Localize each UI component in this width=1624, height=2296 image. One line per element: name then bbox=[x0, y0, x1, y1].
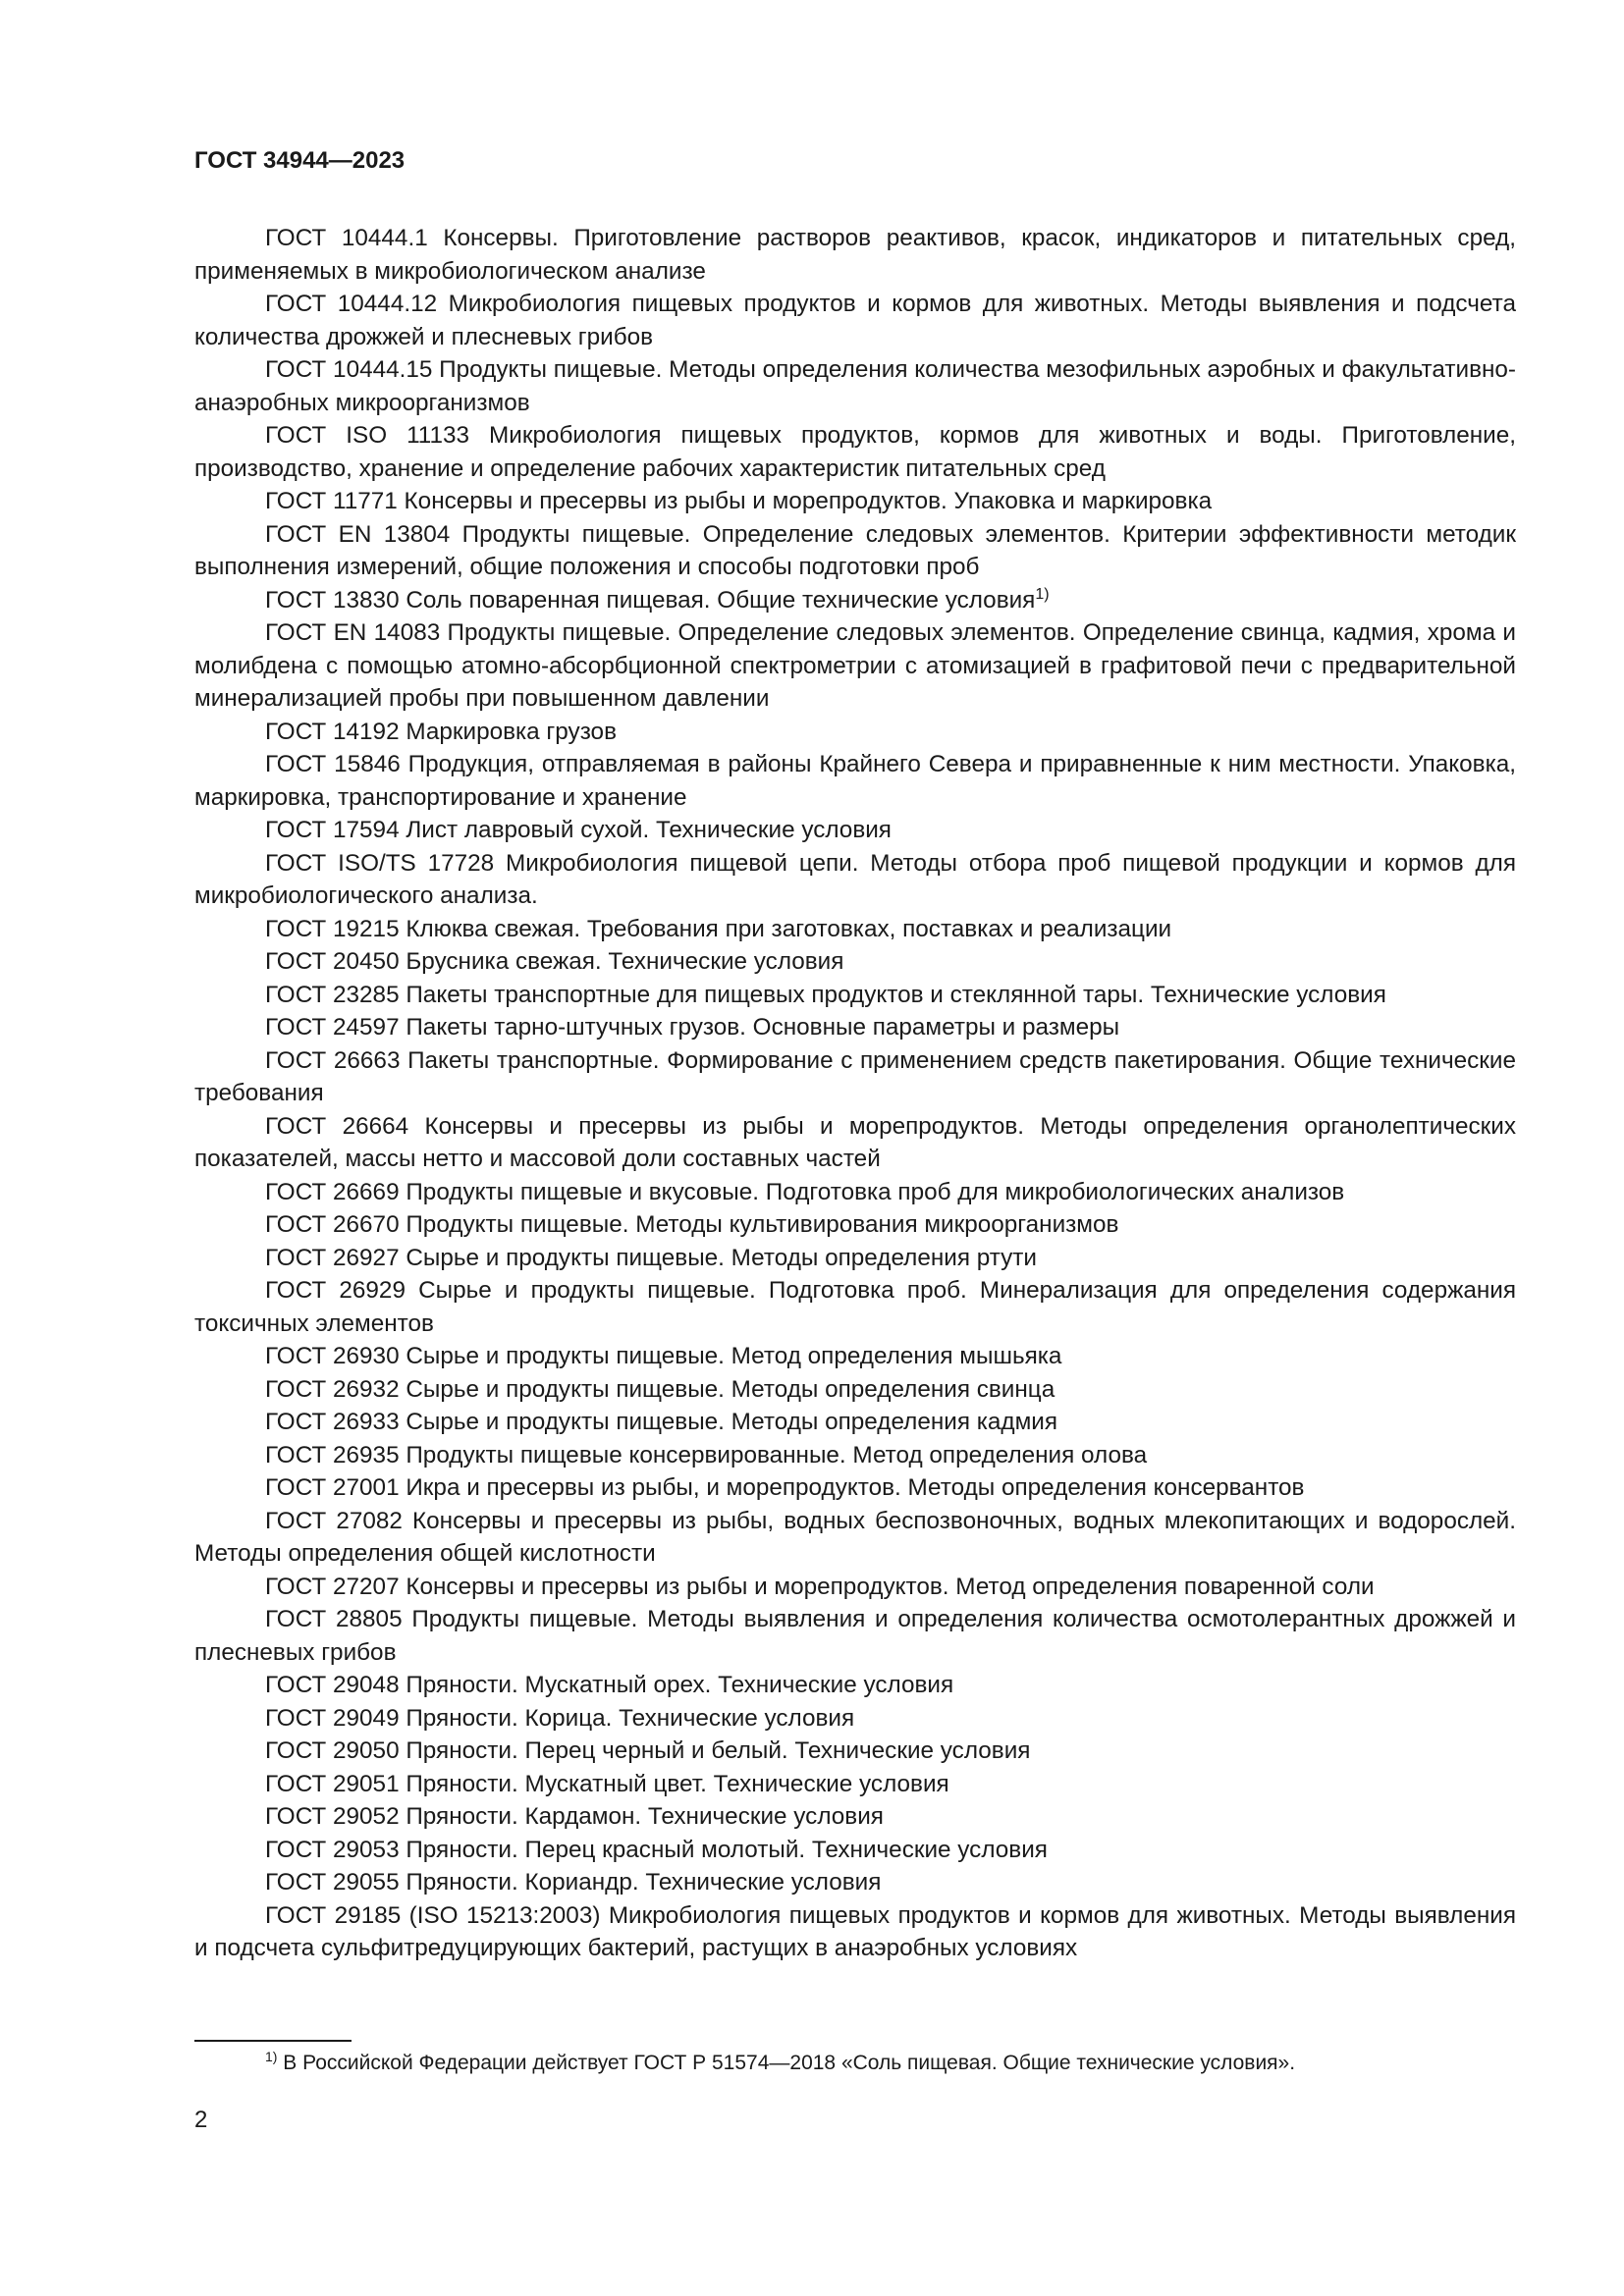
reference-item bbox=[194, 1274, 1516, 1340]
reference-text: ГОСТ 10444.15 Продукты пищевые. Методы определения количества мезофильных аэробных и факультативно-анаэробных микроорганизмов bbox=[194, 356, 1516, 416]
reference-text: ГОСТ 10444.12 Микробиология пищевых продуктов и кормов для животных. Методы выявления и подсчета количества дрожжей и плесневых грибов bbox=[194, 291, 1516, 350]
reference-item bbox=[194, 1669, 1516, 1702]
reference-item bbox=[194, 716, 1516, 749]
page-number: 2 bbox=[194, 2107, 208, 2133]
document-header: ГОСТ 34944—2023 bbox=[194, 147, 406, 174]
reference-text: ГОСТ 26929 Сырье и продукты пищевые. Подготовка проб. Минерализация для определения содержания токсичных элементов bbox=[194, 1277, 1516, 1337]
reference-item bbox=[194, 1505, 1516, 1571]
reference-text: ГОСТ 17594 Лист лавровый сухой. Технические условия bbox=[265, 817, 892, 843]
reference-item bbox=[194, 814, 1516, 847]
reference-item bbox=[194, 616, 1516, 716]
reference-item bbox=[194, 1899, 1516, 1965]
reference-text: ГОСТ ISO/TS 17728 Микробиология пищевой цепи. Методы отбора проб пищевой продукции и кормов для микробиологического анализа. bbox=[194, 849, 1516, 909]
reference-text: ГОСТ 29049 Пряности. Корица. Технические условия bbox=[265, 1704, 855, 1732]
normative-references-list bbox=[194, 222, 1516, 1965]
reference-item bbox=[194, 584, 1516, 617]
reference-text: ГОСТ EN 13804 Продукты пищевые. Определение следовых элементов. Критерии эффективности методик выполнения измерений, общие положения и способы подготовки проб bbox=[194, 520, 1516, 580]
footnote-marker: 1) bbox=[265, 2049, 278, 2064]
reference-item bbox=[194, 847, 1516, 913]
footnote-separator bbox=[194, 2040, 352, 2042]
footnote-text: В Российской Федерации действует ГОСТ Р 51574—2018 «Соль пищевая. Общие технические условия». bbox=[277, 2052, 1296, 2074]
reference-text: ГОСТ EN 14083 Продукты пищевые. Определение следовых элементов. Определение свинца, кадмия, хрома и молибдена с помощью атомно-абсорбционной спектрометрии с атомизацией в графитовой печи с предварительной минерализацией пробы при повышенном давлении bbox=[194, 619, 1516, 712]
reference-text: ГОСТ 20450 Брусника свежая. Технические условия bbox=[265, 948, 844, 975]
reference-text: ГОСТ 19215 Клюква свежая. Требования при заготовках, поставках и реализации bbox=[265, 915, 1172, 942]
reference-item bbox=[194, 485, 1516, 518]
reference-item bbox=[194, 1571, 1516, 1604]
reference-item bbox=[194, 1011, 1516, 1044]
reference-text: ГОСТ 29051 Пряности. Мускатный цвет. Технические условия bbox=[265, 1770, 949, 1797]
reference-text: ГОСТ 29053 Пряности. Перец красный молотый. Технические условия bbox=[265, 1836, 1048, 1863]
reference-text: ГОСТ 29185 (ISO 15213:2003) Микробиология пищевых продуктов и кормов для животных. Методы выявления и подсчета сульфитредуцирующих бактерий, растущих в анаэробных условиях bbox=[194, 1901, 1516, 1961]
reference-item bbox=[194, 1439, 1516, 1472]
reference-text: ГОСТ 24597 Пакеты тарно-штучных грузов. Основные параметры и размеры bbox=[265, 1014, 1120, 1041]
reference-item bbox=[194, 1406, 1516, 1439]
footnote-reference-marker: 1) bbox=[1035, 585, 1050, 603]
reference-text: ГОСТ 26933 Сырье и продукты пищевые. Методы определения кадмия bbox=[265, 1409, 1058, 1435]
reference-text: ГОСТ 26669 Продукты пищевые и вкусовые. Подготовка проб для микробиологических анализов bbox=[265, 1178, 1345, 1205]
reference-item bbox=[194, 288, 1516, 353]
reference-text: ГОСТ 29050 Пряности. Перец черный и белый. Технические условия bbox=[265, 1737, 1031, 1764]
reference-item bbox=[194, 518, 1516, 584]
reference-item bbox=[194, 1340, 1516, 1373]
reference-text: ГОСТ 15846 Продукция, отправляемая в районы Крайнего Севера и приравненные к ним местности. Упаковка, маркировка, транспортирование и хранение bbox=[194, 751, 1516, 811]
footnote bbox=[194, 2050, 1516, 2077]
reference-text: ГОСТ 26663 Пакеты транспортные. Формирование с применением средств пакетирования. Общие технические требования bbox=[194, 1046, 1516, 1106]
reference-item bbox=[194, 945, 1516, 979]
reference-text: ГОСТ 26935 Продукты пищевые консервированные. Метод определения олова bbox=[265, 1441, 1148, 1468]
reference-item bbox=[194, 1603, 1516, 1669]
reference-text: ГОСТ 26930 Сырье и продукты пищевые. Метод определения мышьяка bbox=[265, 1343, 1062, 1369]
reference-text: ГОСТ 11771 Консервы и пресервы из рыбы и морепродуктов. Упаковка и маркировка bbox=[265, 488, 1213, 514]
reference-item bbox=[194, 1735, 1516, 1768]
reference-item bbox=[194, 1702, 1516, 1735]
reference-text: ГОСТ 14192 Маркировка грузов bbox=[265, 718, 617, 745]
reference-text: ГОСТ 26932 Сырье и продукты пищевые. Методы определения свинца bbox=[265, 1375, 1056, 1403]
reference-text: ГОСТ 29052 Пряности. Кардамон. Технические условия bbox=[265, 1803, 884, 1830]
reference-text: ГОСТ 13830 Соль поваренная пищевая. Общие технические условия bbox=[265, 586, 1036, 614]
reference-item bbox=[194, 1834, 1516, 1867]
reference-text: ГОСТ 26927 Сырье и продукты пищевые. Методы определения ртути bbox=[265, 1244, 1037, 1271]
reference-item bbox=[194, 353, 1516, 419]
reference-item bbox=[194, 979, 1516, 1012]
reference-text: ГОСТ 29055 Пряности. Кориандр. Технические условия bbox=[265, 1869, 882, 1896]
reference-text: ГОСТ 27001 Икра и пресервы из рыбы, и морепродуктов. Методы определения консервантов bbox=[265, 1474, 1305, 1501]
reference-text: ГОСТ 27082 Консервы и пресервы из рыбы, водных беспозвоночных, водных млекопитающих и водорослей. Методы определения общей кислотности bbox=[194, 1507, 1516, 1567]
reference-item bbox=[194, 1373, 1516, 1407]
reference-item bbox=[194, 1768, 1516, 1801]
reference-item bbox=[194, 1044, 1516, 1110]
reference-text: ГОСТ 23285 Пакеты транспортные для пищевых продуктов и стеклянной тары. Технические условия bbox=[265, 981, 1386, 1008]
reference-item bbox=[194, 1866, 1516, 1899]
reference-item bbox=[194, 1471, 1516, 1505]
reference-item bbox=[194, 1242, 1516, 1275]
reference-text: ГОСТ 28805 Продукты пищевые. Методы выявления и определения количества осмотолерантных дрожжей и плесневых грибов bbox=[194, 1606, 1516, 1666]
reference-item bbox=[194, 222, 1516, 288]
reference-item bbox=[194, 748, 1516, 814]
reference-item bbox=[194, 1208, 1516, 1242]
reference-item bbox=[194, 1110, 1516, 1176]
reference-text: ГОСТ 10444.1 Консервы. Приготовление растворов реактивов, красок, индикаторов и питательных сред, применяемых в микробиологическом анализе bbox=[194, 225, 1516, 285]
reference-item bbox=[194, 913, 1516, 946]
reference-text: ГОСТ 26664 Консервы и пресервы из рыбы и морепродуктов. Методы определения органолептических показателей, массы нетто и массовой доли составных частей bbox=[194, 1112, 1516, 1172]
reference-item bbox=[194, 1176, 1516, 1209]
reference-item bbox=[194, 419, 1516, 485]
reference-text: ГОСТ 29048 Пряности. Мускатный орех. Технические условия bbox=[265, 1672, 954, 1698]
reference-text: ГОСТ 26670 Продукты пищевые. Методы культивирования микроорганизмов bbox=[265, 1211, 1119, 1238]
reference-text: ГОСТ 27207 Консервы и пресервы из рыбы и морепродуктов. Метод определения поваренной соли bbox=[265, 1573, 1375, 1600]
reference-item bbox=[194, 1800, 1516, 1834]
reference-text: ГОСТ ISO 11133 Микробиология пищевых продуктов, кормов для животных и воды. Приготовление, производство, хранение и определение рабочих характеристик питательных сред bbox=[194, 422, 1516, 482]
